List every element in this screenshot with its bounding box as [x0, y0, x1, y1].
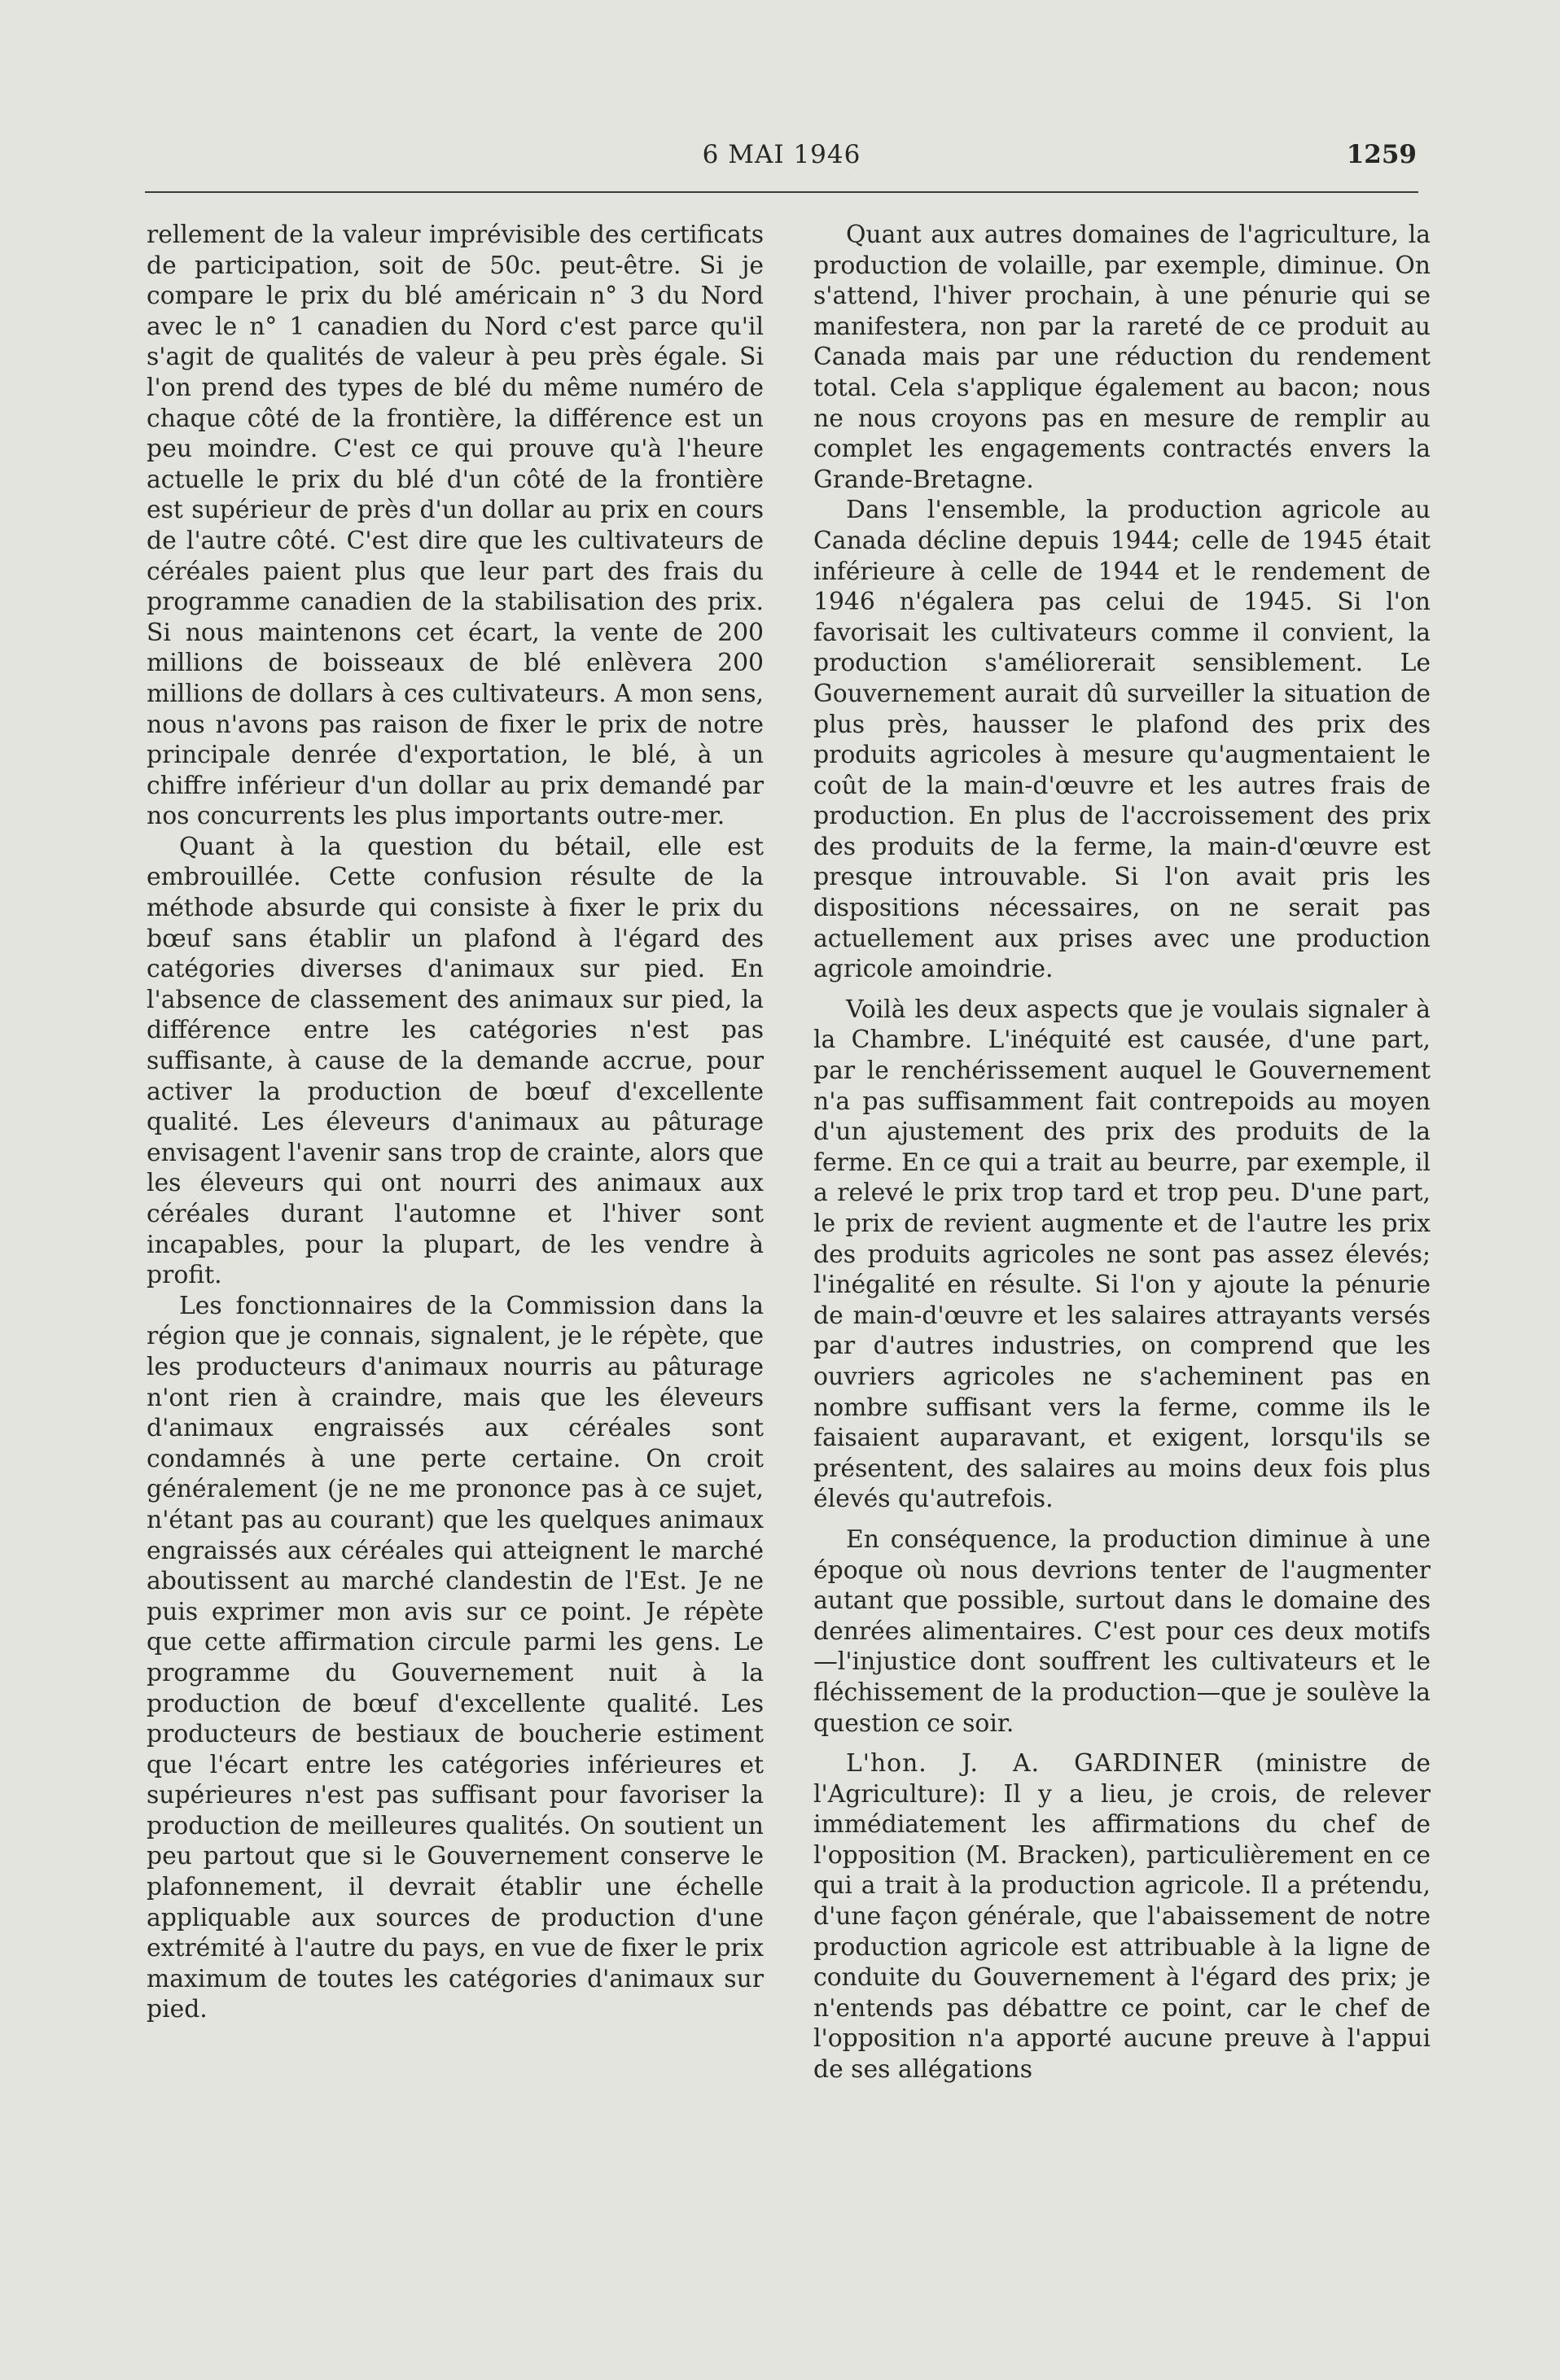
right-paragraph-3: Voilà les deux aspects que je voulais signaler à la Chambre. L'inéquité est causée, d'une part, par le renchérissement auquel le Gouvernement n'a pas suffisamment fait contrepoids au moyen d'un ajustement des prix des produits de la ferme. En ce qui a trait au beurre, par exemple, il a relevé le prix trop tard et trop peu. D'une part, le prix de revient augmente et de l'autre les prix des produits agricoles ne sont pas assez élevés; l'inégalité en résulte. Si l'on y ajoute la pénurie de main-d'œuvre et les salaires attrayants versés par d'autres industries, on comprend que les ouvriers agricoles ne s'acheminent pas en nombre suffisant vers la ferme, comme ils le faisaient auparavant, et exigent, lorsqu'ils se présentent, des salaires au moins deux fois plus élevés qu'autrefois.	[813, 995, 1431, 1514]
header-date: 6 MAI 1946	[702, 140, 861, 169]
right-paragraph-4: En conséquence, la production diminue à une époque où nous devrions tenter de l'augmenter autant que possible, surtout dans le domaine des denrées alimentaires. C'est pour ces deux motifs—l'injustice dont souffrent les cultivateurs et le fléchissement de la production—que je soulève la question ce soir.	[813, 1525, 1431, 1738]
speaker-name: L'hon. J. A. GARDINER	[846, 1749, 1222, 1778]
page-header	[147, 140, 1417, 189]
right-column	[813, 220, 1431, 2085]
page-number: 1259	[1346, 140, 1417, 169]
header-rule	[145, 191, 1418, 193]
right-paragraph-5	[813, 1748, 1431, 2085]
left-paragraph-1: rellement de la valeur imprévisible des certificats de participation, soit de 50c. peut-être. Si je compare le prix du blé américain n° 3 du Nord avec le n° 1 canadien du Nord c'est parce qu'il s'agit de qualités de valeur à peu près égale. Si l'on prend des types de blé du même numéro de chaque côté de la frontière, la différence est un peu moindre. C'est ce qui prouve qu'à l'heure actuelle le prix du blé d'un côté de la frontière est supérieur de près d'un dollar au prix en cours de l'autre côté. C'est dire que les cultivateurs de céréales paient plus que leur part des frais du programme canadien de la stabilisation des prix. Si nous maintenons cet écart, la vente de 200 millions de boisseaux de blé enlèvera 200 millions de dollars à ces cultivateurs. A mon sens, nous n'avons pas raison de fixer le prix de notre principale denrée d'exportation, le blé, à un chiffre inférieur d'un dollar au prix demandé par nos concurrents les plus importants outre-mer.	[147, 221, 764, 831]
speaker-text: (ministre de l'Agriculture): Il y a lieu, je crois, de relever immédiatement les affirmations du chef de l'opposition (M. Bracken), particulièrement en ce qui a trait à la production agricole. Il a prétendu, d'une façon générale, que l'abaissement de notre production agricole est attribuable à la ligne de conduite du Gouvernement à l'égard des prix; je n'entends pas débattre ce point, car le chef de l'opposition n'a apporté aucune preuve à l'appui de ses allégations	[813, 1749, 1431, 2085]
right-paragraph-1: Quant aux autres domaines de l'agriculture, la production de volaille, par exemple, diminue. On s'attend, l'hiver prochain, à une pénurie qui se manifestera, non par la rareté de ce produit au Canada mais par une réduction du rendement total. Cela s'applique également au bacon; nous ne nous croyons pas en mesure de remplir au complet les engagements contractés envers la Grande-Bretagne.	[813, 221, 1431, 494]
right-paragraph-2: Dans l'ensemble, la production agricole au Canada décline depuis 1944; celle de 1945 était inférieure à celle de 1944 et le rendement de 1946 n'égalera pas celui de 1945. Si l'on favorisait les cultivateurs comme il convient, la production s'améliorerait sensiblement. Le Gouvernement aurait dû surveiller la situation de plus près, hausser le plafond des prix des produits agricoles à mesure qu'augmentaient le coût de la main-d'œuvre et les autres frais de production. En plus de l'accroissement des prix des produits de la ferme, la main-d'œuvre est presque introuvable. Si l'on avait pris les dispositions nécessaires, on ne serait pas actuellement aux prises avec une production agricole amoindrie.	[813, 496, 1431, 984]
left-paragraph-3: Les fonctionnaires de la Commission dans la région que je connais, signalent, je le répète, que les producteurs d'animaux nourris au pâturage n'ont rien à craindre, mais que les éleveurs d'animaux engraissés aux céréales sont condamnés à une perte certaine. On croit généralement (je ne me prononce pas à ce sujet, n'étant pas au courant) que les quelques animaux engraissés aux céréales qui atteignent le marché aboutissent au marché clandestin de l'Est. Je ne puis exprimer mon avis sur ce point. Je répète que cette affirmation circule parmi les gens. Le programme du Gouvernement nuit à la production de bœuf d'excellente qualité. Les producteurs de bestiaux de boucherie estiment que l'écart entre les catégories inférieures et supérieures n'est pas suffisant pour favoriser la production de meilleures qualités. On soutient un peu partout que si le Gouvernement conserve le plafonnement, il devrait établir une échelle appliquable aux sources de production d'une extrémité à l'autre du pays, en vue de fixer le prix maximum de toutes les catégories d'animaux sur pied.	[147, 1291, 764, 2024]
left-column	[147, 220, 764, 2025]
left-paragraph-2: Quant à la question du bétail, elle est embrouillée. Cette confusion résulte de la méthode absurde qui consiste à fixer le prix du bœuf sans établir un plafond à l'égard des catégories diverses d'animaux sur pied. En l'absence de classement des animaux sur pied, la différence entre les catégories n'est pas suffisante, à cause de la demande accrue, pour activer la production de bœuf d'excellente qualité. Les éleveurs d'animaux au pâturage envisagent l'avenir sans trop de crainte, alors que les éleveurs qui ont nourri des animaux aux céréales durant l'automne et l'hiver sont incapables, pour la plupart, de les vendre à profit.	[147, 832, 764, 1290]
